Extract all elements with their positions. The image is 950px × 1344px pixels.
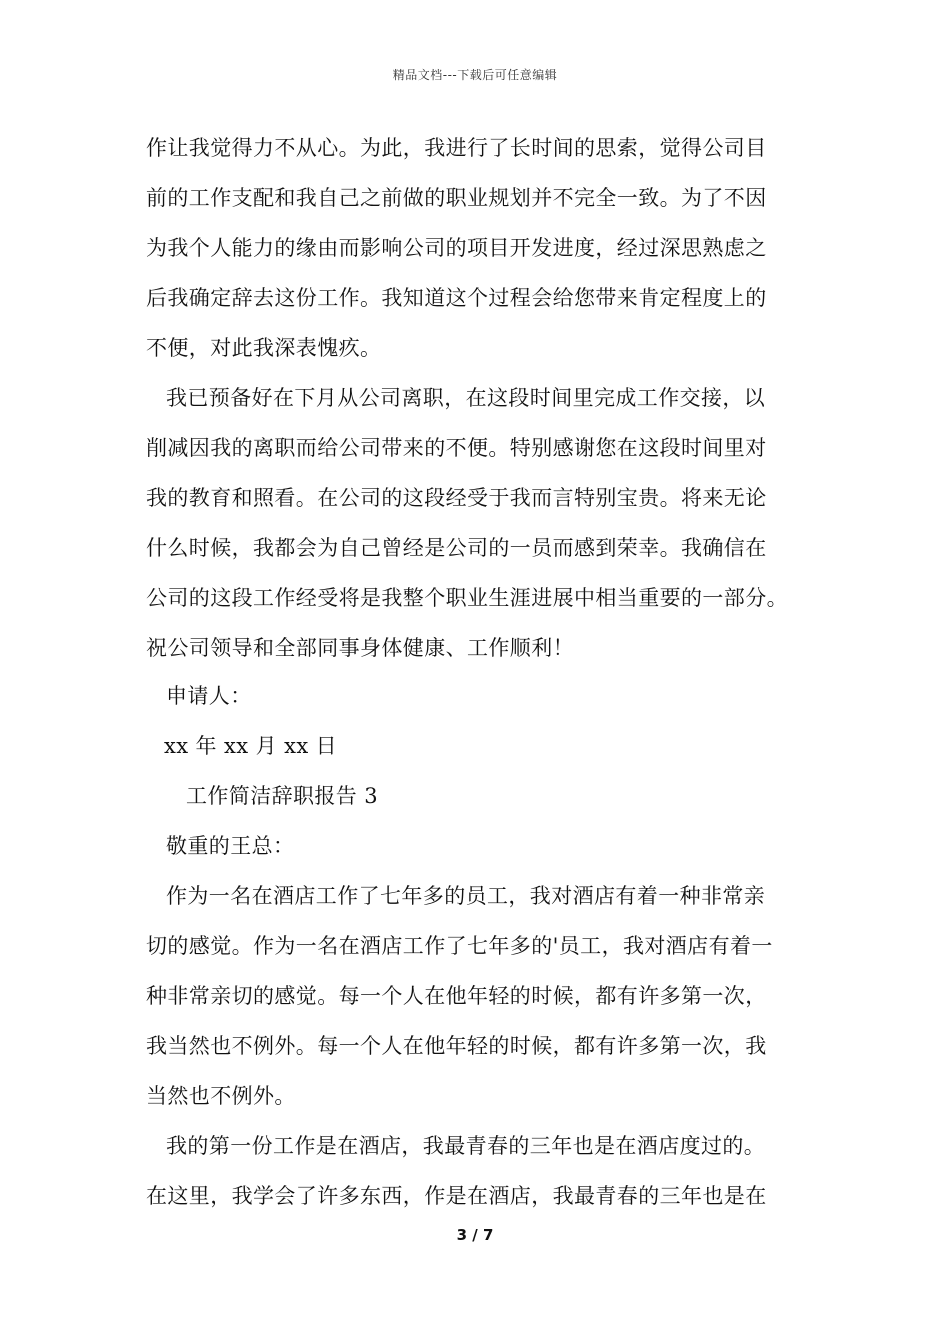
body-line-11: 祝公司领导和全部同事身体健康、工作顺利！ [146,636,574,660]
body-line-19: 我当然也不例外。每一个人在他年轻的时候，都有许多第一次，我 [146,1034,767,1058]
body-line-6: 我已预备好在下月从公司离职，在这段时间里完成工作交接，以 [166,386,766,410]
body-line-9: 什么时候，我都会为自己曾经是公司的一员而感到荣幸。我确信在 [146,536,767,560]
page-number: 3 / 7 [456,1226,494,1244]
body-line-2: 前的工作支配和我自己之前做的职业规划并不完全一致。为了不因 [146,186,767,210]
body-line-4: 后我确定辞去这份工作。我知道这个过程会给您带来肯定程度上的 [146,286,767,310]
salutation: 敬重的王总： [166,834,295,858]
body-line-18: 种非常亲切的感觉。每一个人在他年轻的时候，都有许多第一次， [146,984,767,1008]
body-line-1: 作让我觉得力不从心。为此，我进行了长时间的思索，觉得公司目 [146,136,767,160]
body-line-20: 当然也不例外。 [146,1084,296,1108]
date-line: xx 年 xx 月 xx 日 [164,734,338,758]
applicant-label: 申请人： [166,684,252,708]
body-line-16: 作为一名在酒店工作了七年多的员工，我对酒店有着一种非常亲 [166,884,766,908]
body-line-22: 在这里，我学会了许多东西，作是在酒店，我最青春的三年也是在 [146,1184,767,1208]
body-line-21: 我的第一份工作是在酒店，我最青春的三年也是在酒店度过的。 [166,1134,766,1158]
body-line-5: 不便，对此我深表愧疚。 [146,336,382,360]
body-line-8: 我的教育和照看。在公司的这段经受于我而言特别宝贵。将来无论 [146,486,767,510]
section-title: 工作简洁辞职报告 3 [186,784,379,808]
body-line-7: 削减因我的离职而给公司带来的不便。特别感谢您在这段时间里对 [146,436,767,460]
body-line-10: 公司的这段工作经受将是我整个职业生涯进展中相当重要的一部分。 [146,586,788,610]
page-header: 精品文档---下载后可任意编辑 [392,68,558,82]
body-line-17: 切的感觉。作为一名在酒店工作了七年多的'员工，我对酒店有着一 [146,934,773,958]
body-line-3: 为我个人能力的缘由而影响公司的项目开发进度，经过深思熟虑之 [146,236,767,260]
